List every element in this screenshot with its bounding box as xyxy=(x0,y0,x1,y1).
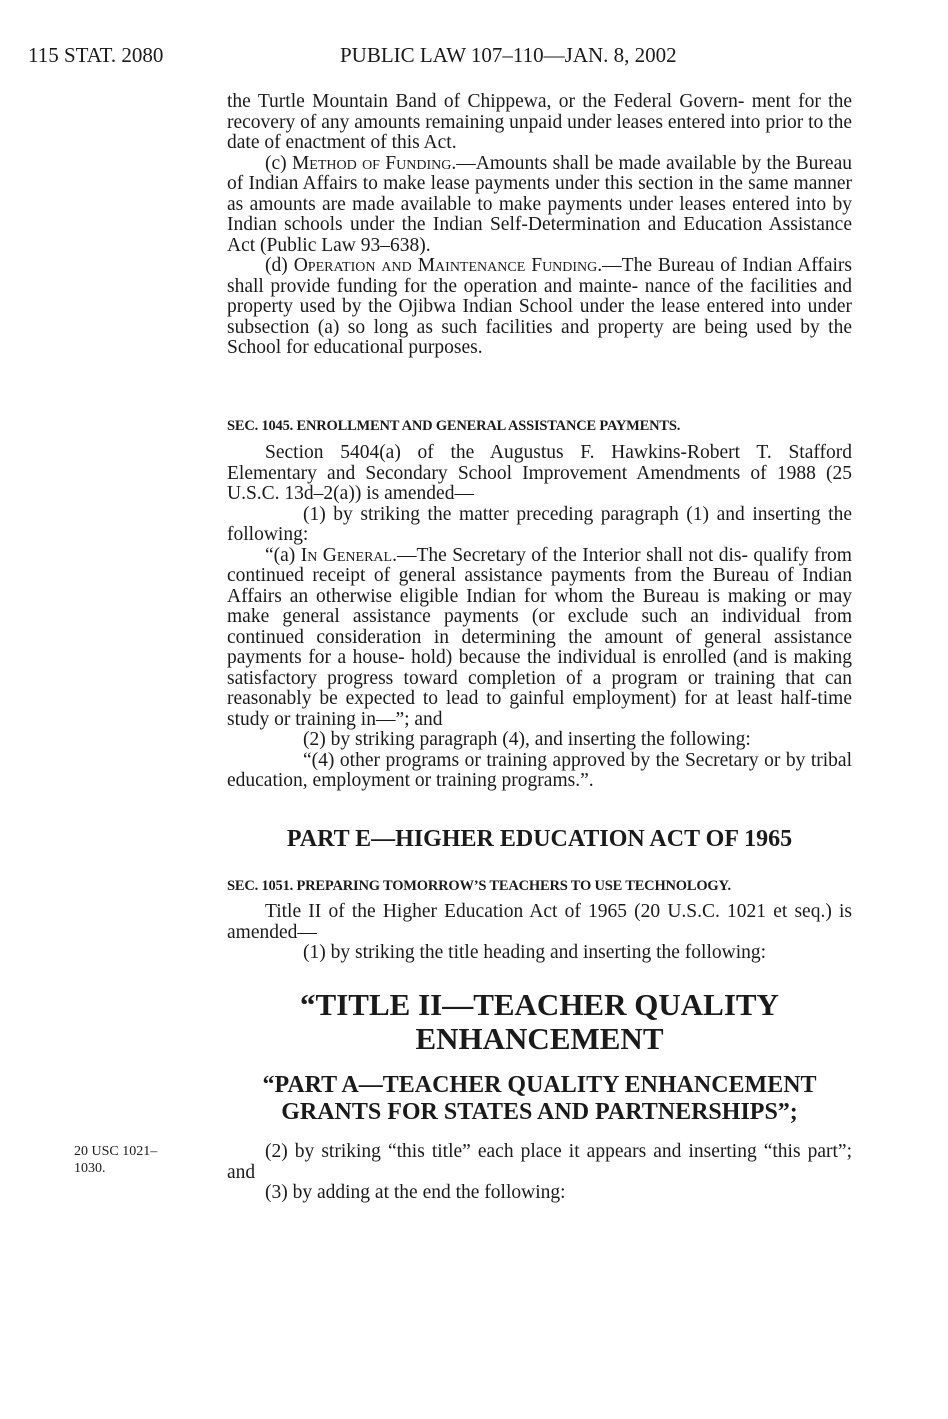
section-1051-heading: SEC. 1051. PREPARING TOMORROW’S TEACHERS TO USE TECHNOLOGY. xyxy=(227,878,731,894)
statute-page-number: 115 STAT. 2080 xyxy=(28,43,164,67)
section-1045-quoted-subsection xyxy=(227,546,852,731)
quoted-subsection-heading: In General. xyxy=(300,544,397,566)
section-1045-item-2-quote: “(4) other programs or training approved by the Secretary or by tribal education, employment or training programs.”. xyxy=(227,749,852,791)
section-1045-heading: SEC. 1045. ENROLLMENT AND GENERAL ASSISTANCE PAYMENTS. xyxy=(227,418,681,434)
section-1045-intro: Section 5404(a) of the Augustus F. Hawkins-Robert T. Stafford Elementary and Secondary School Improvement Amendments of 1988 (25 U.S.C. 13d–2(a)) is amended— xyxy=(227,442,852,504)
subsection-d-label: (d) xyxy=(265,255,294,276)
section-1051-intro-block xyxy=(227,902,852,964)
section-1045-body xyxy=(227,443,852,792)
subsection-c-label: (c) xyxy=(265,152,292,174)
part-a-heading-line-2: GRANTS FOR STATES AND PARTNERSHIPS”; xyxy=(281,1099,798,1125)
title-ii-heading-line-2: ENHANCEMENT xyxy=(415,1021,664,1056)
subsection-d-text: —The Bureau of Indian Affairs shall provide funding for the operation and mainte- nance of the facilities and property used by the Ojibwa Indian School under the lease entered into under subsection (a) so long as such facilities and property are being used by the School for educational purposes. xyxy=(227,255,852,358)
page-header xyxy=(28,40,848,70)
margin-note-line-1: 20 USC 1021– xyxy=(74,1144,158,1159)
part-a-heading-line-1: “PART A—TEACHER QUALITY ENHANCEMENT xyxy=(262,1072,817,1098)
quoted-subsection-label: “(a) xyxy=(265,544,301,566)
part-a-heading xyxy=(227,1072,852,1126)
continuation-paragraph: the Turtle Mountain Band of Chippewa, or the Federal Govern- ment for the recovery of any amounts remaining unpaid under leases entered into prior to the date of enactment of this Act. xyxy=(227,91,852,153)
subsection-c xyxy=(227,154,852,257)
margin-note-line-2: 1030. xyxy=(74,1161,106,1176)
public-law-citation: PUBLIC LAW 107–110—JAN. 8, 2002 xyxy=(340,43,677,67)
section-1051-item-3: (3) by adding at the end the following: xyxy=(265,1182,566,1203)
title-ii-heading-line-1: “TITLE II—TEACHER QUALITY xyxy=(300,987,779,1022)
section-1045-item-2: (2) by striking paragraph (4), and inserting the following: xyxy=(303,729,751,750)
section-1051-item-1: (1) by striking the title heading and inserting the following: xyxy=(303,942,767,963)
subsection-c-text: —Amounts shall be made available by the Bureau of Indian Affairs to make lease payments under this section in the same manner as amounts are made available to make payments under leases entered into by Indian schools under the Indian Self-Determination and Education Assistance Act (Public Law 93–638). xyxy=(227,152,852,256)
quoted-subsection-text: —The Secretary of the Interior shall not dis- qualify from continued receipt of general assistance payments from the Bureau of Indian Affairs an otherwise eligible Indian for whom the Bureau is making or may make general assistance payments (or exclude such an individual from continued consideration in determining the amount of general assistance payments for a house- hold) because the individual is enrolled (and is making satisfactory progress toward completion of a program or training that can reasonably be expected to lead to gainful employment) for at least half-time study or training in—”; and xyxy=(227,544,852,730)
part-e-heading: PART E—HIGHER EDUCATION ACT OF 1965 xyxy=(286,826,793,852)
title-ii-heading xyxy=(227,988,852,1056)
section-1051-items-block xyxy=(227,1142,852,1204)
section-1051-item-2: (2) by striking “this title” each place it appears and inserting “this part”; and xyxy=(227,1141,852,1183)
subsection-d-heading: Operation and Maintenance Funding. xyxy=(293,255,603,276)
subsection-d xyxy=(227,256,852,359)
margin-note xyxy=(74,1143,204,1177)
section-1045-item-1: (1) by striking the matter preceding paragraph (1) and inserting the following: xyxy=(227,503,852,545)
section-1051-intro: Title II of the Higher Education Act of 1965 (20 U.S.C. 1021 et seq.) is amended— xyxy=(227,901,852,943)
section-1044-continuation xyxy=(227,92,852,359)
subsection-c-heading: Method of Funding. xyxy=(291,152,457,174)
